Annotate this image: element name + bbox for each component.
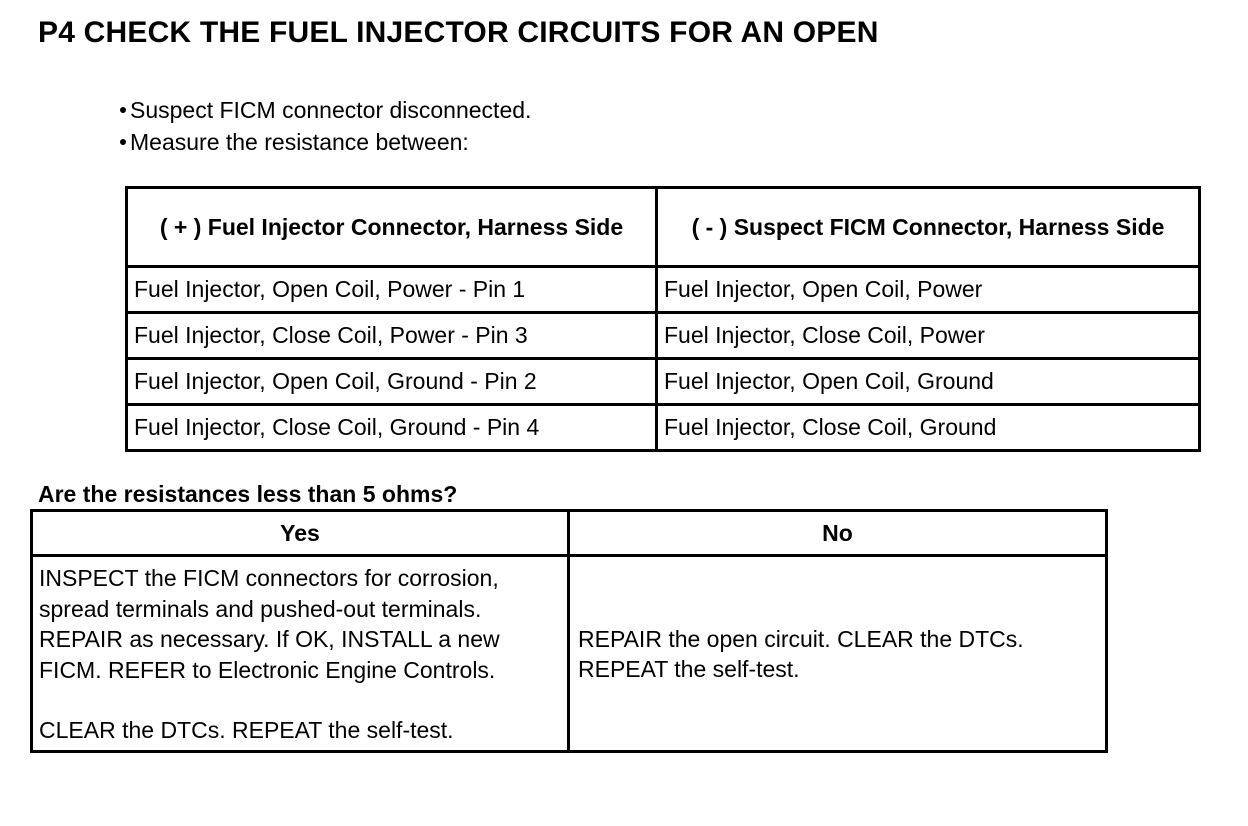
yes-followup-text: CLEAR the DTCs. REPEAT the self-test. — [39, 717, 454, 743]
table-cell: Fuel Injector, Close Coil, Ground - Pin 4 — [127, 405, 657, 451]
instruction-list — [116, 94, 531, 158]
table-row — [32, 556, 1107, 752]
bullet-icon — [120, 139, 126, 145]
table-header-row — [127, 188, 1200, 267]
list-item — [116, 94, 531, 126]
question-heading: Are the resistances less than 5 ohms? — [38, 481, 458, 507]
table-row — [127, 405, 1200, 451]
list-item-text: Measure the resistance between: — [130, 129, 469, 155]
decision-table — [30, 509, 1108, 753]
table-cell: Fuel Injector, Close Coil, Power — [657, 313, 1200, 359]
column-header-negative: ( - ) Suspect FICM Connector, Harness Side — [657, 188, 1200, 267]
yes-action-text: INSPECT the FICM connectors for corrosion, spread terminals and pushed-out terminals. REPAIR as necessary. If OK, INSTALL a new FICM. REFER to Electronic Engine Controls. — [39, 565, 500, 683]
column-header-positive: ( + ) Fuel Injector Connector, Harness Side — [127, 188, 657, 267]
list-item — [116, 126, 531, 158]
page-title: P4 CHECK THE FUEL INJECTOR CIRCUITS FOR AN OPEN — [38, 16, 879, 49]
resistance-table — [125, 186, 1201, 452]
table-cell: Fuel Injector, Open Coil, Ground — [657, 359, 1200, 405]
table-row — [127, 313, 1200, 359]
bullet-icon — [120, 107, 126, 113]
list-item-text: Suspect FICM connector disconnected. — [130, 97, 532, 123]
table-cell: Fuel Injector, Open Coil, Ground - Pin 2 — [127, 359, 657, 405]
no-header: No — [569, 511, 1107, 556]
table-header-row — [32, 511, 1107, 556]
table-cell: Fuel Injector, Close Coil, Ground — [657, 405, 1200, 451]
table-cell: Fuel Injector, Close Coil, Power - Pin 3 — [127, 313, 657, 359]
table-row — [127, 267, 1200, 313]
table-cell: Fuel Injector, Open Coil, Power — [657, 267, 1200, 313]
yes-header: Yes — [32, 511, 569, 556]
table-cell: Fuel Injector, Open Coil, Power - Pin 1 — [127, 267, 657, 313]
yes-cell — [32, 556, 569, 752]
no-cell: REPAIR the open circuit. CLEAR the DTCs. REPEAT the self-test. — [569, 556, 1107, 752]
table-row — [127, 359, 1200, 405]
